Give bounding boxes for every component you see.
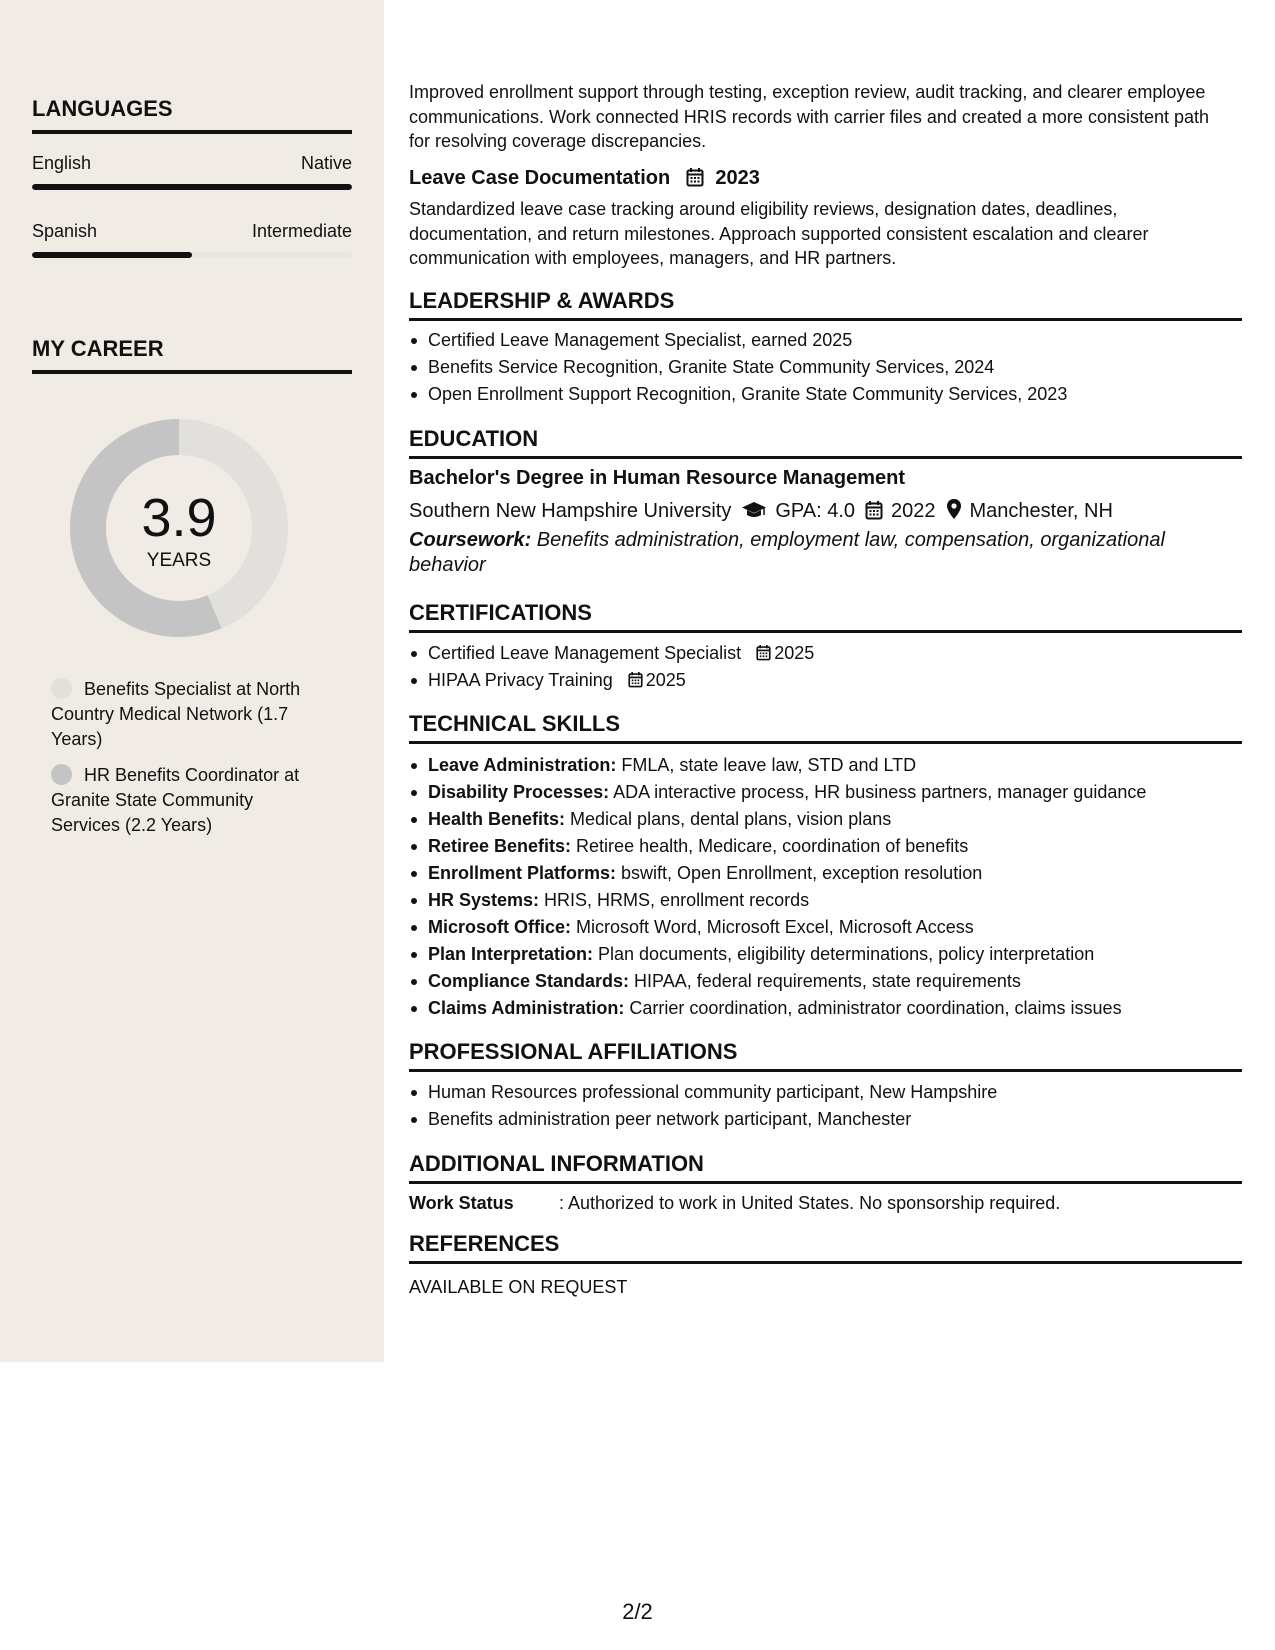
skills-heading: TECHNICAL SKILLS	[409, 711, 1242, 744]
skill-label: Claims Administration:	[428, 998, 625, 1018]
certification-name: Certified Leave Management Specialist	[428, 643, 742, 663]
skill-item	[409, 806, 1242, 833]
skill-item	[409, 833, 1242, 860]
calendar-icon	[686, 167, 704, 193]
skill-label: Health Benefits:	[428, 809, 566, 829]
certification-name: HIPAA Privacy Training	[428, 670, 613, 690]
list-item: Open Enrollment Support Recognition, Granite State Community Services, 2023	[409, 381, 1242, 408]
career-total-years: 3.9	[141, 488, 217, 548]
language-bar-spanish	[32, 252, 352, 258]
skill-item	[409, 779, 1242, 806]
page-number: 2/2	[622, 1599, 653, 1624]
skill-value: Microsoft Word, Microsoft Excel, Microsoft Access	[571, 917, 974, 937]
career-role-label: HR Benefits Coordinator at Granite State Community Services (2.2 Years)	[51, 765, 300, 835]
legend-dot	[51, 678, 72, 699]
work-status-value: : Authorized to work in United States. No sponsorship required.	[559, 1193, 1061, 1213]
skill-value: Carrier coordination, administrator coordination, claims issues	[624, 998, 1122, 1018]
additional-info-heading: ADDITIONAL INFORMATION	[409, 1151, 1242, 1184]
skill-item	[409, 914, 1242, 941]
list-item	[409, 640, 1242, 667]
skill-item	[409, 968, 1242, 995]
skill-value: bswift, Open Enrollment, exception resolution	[616, 863, 983, 883]
career-total-unit: YEARS	[146, 550, 212, 571]
career-legend-item	[51, 763, 321, 838]
certification-year: 2025	[774, 643, 815, 663]
certifications-heading: CERTIFICATIONS	[409, 600, 1242, 633]
certifications-list	[409, 640, 1242, 694]
coursework-text: Benefits administration, employment law, compensation, organizational behavior	[409, 529, 1165, 576]
list-item: Certified Leave Management Specialist, earned 2025	[409, 327, 1242, 354]
language-level: Native	[300, 153, 352, 173]
skill-item	[409, 860, 1242, 887]
affiliations-list	[409, 1079, 1242, 1133]
skill-value: Plan documents, eligibility determinations, policy interpretation	[593, 944, 1095, 964]
language-name: English	[32, 153, 92, 173]
language-row-spanish	[32, 221, 352, 242]
certification-year: 2025	[645, 670, 686, 690]
project-year: 2023	[715, 167, 760, 189]
list-item	[409, 667, 1242, 694]
career-heading: MY CAREER	[32, 336, 352, 374]
language-name: Spanish	[32, 221, 98, 241]
skill-label: Microsoft Office:	[428, 917, 572, 937]
list-item: Benefits administration peer network participant, Manchester	[409, 1106, 1242, 1133]
skill-value: FMLA, state leave law, STD and LTD	[616, 755, 917, 775]
skill-value: Medical plans, dental plans, vision plans	[565, 809, 892, 829]
languages-heading: LANGUAGES	[32, 96, 352, 134]
skill-value: HRIS, HRMS, enrollment records	[539, 890, 810, 910]
language-row-english	[32, 153, 352, 174]
skill-value: Retiree health, Medicare, coordination of benefits	[571, 836, 969, 856]
skill-label: Compliance Standards:	[428, 971, 630, 991]
list-item: Human Resources professional community participant, New Hampshire	[409, 1079, 1242, 1106]
education-school: Southern New Hampshire University	[409, 500, 732, 522]
work-status-row	[409, 1193, 1060, 1214]
education-heading: EDUCATION	[409, 426, 1242, 459]
coursework-label: Coursework:	[409, 529, 532, 551]
skill-value: ADA interactive process, HR business partners, manager guidance	[609, 782, 1147, 802]
leadership-heading: LEADERSHIP & AWARDS	[409, 288, 1242, 321]
calendar-icon	[756, 644, 771, 661]
skill-label: Leave Administration:	[428, 755, 617, 775]
calendar-icon	[628, 671, 643, 688]
skill-item	[409, 752, 1242, 779]
skill-label: Retiree Benefits:	[428, 836, 572, 856]
references-text: AVAILABLE ON REQUEST	[409, 1277, 628, 1297]
career-legend-item	[51, 677, 321, 752]
work-status-label: Work Status	[409, 1193, 514, 1213]
language-bar-english	[32, 184, 352, 190]
project-description-continued: Improved enrollment support through testing, exception review, audit tracking, and clearer employee communications. Work connected HRIS records with carrier files and created a more consistent path for resolving coverage discrepancies.	[409, 82, 1210, 151]
leadership-list	[409, 327, 1242, 408]
location-pin-icon	[946, 498, 962, 520]
skills-list	[409, 752, 1242, 1022]
project-title-line	[409, 167, 760, 193]
calendar-icon	[865, 500, 883, 520]
career-role-label: Benefits Specialist at North Country Medical Network (1.7 Years)	[51, 679, 301, 749]
project-title: Leave Case Documentation	[409, 167, 671, 189]
education-coursework	[409, 528, 1209, 577]
project-description: Standardized leave case tracking around eligibility reviews, designation dates, deadlines, documentation, and return milestones. Approach supported consistent escalation and clearer communication with employees, managers, and HR partners.	[409, 199, 1149, 268]
education-location: Manchester, NH	[969, 500, 1113, 522]
skill-value: HIPAA, federal requirements, state requirements	[629, 971, 1021, 991]
education-gpa: GPA: 4.0	[775, 500, 856, 522]
language-level: Intermediate	[251, 221, 352, 241]
skill-item	[409, 941, 1242, 968]
affiliations-heading: PROFESSIONAL AFFILIATIONS	[409, 1039, 1242, 1072]
skill-item	[409, 995, 1242, 1022]
skill-label: Disability Processes:	[428, 782, 610, 802]
skill-item	[409, 887, 1242, 914]
graduation-cap-icon	[741, 500, 767, 520]
language-bar-fill	[32, 184, 352, 190]
education-details	[409, 498, 1113, 523]
skill-label: Enrollment Platforms:	[428, 863, 617, 883]
legend-dot	[51, 764, 72, 785]
education-year: 2022	[891, 500, 936, 522]
list-item: Benefits Service Recognition, Granite State Community Services, 2024	[409, 354, 1242, 381]
skill-label: HR Systems:	[428, 890, 540, 910]
education-degree: Bachelor's Degree in Human Resource Management	[409, 467, 906, 489]
language-bar-fill	[32, 252, 192, 258]
references-heading: REFERENCES	[409, 1231, 1242, 1264]
skill-label: Plan Interpretation:	[428, 944, 594, 964]
